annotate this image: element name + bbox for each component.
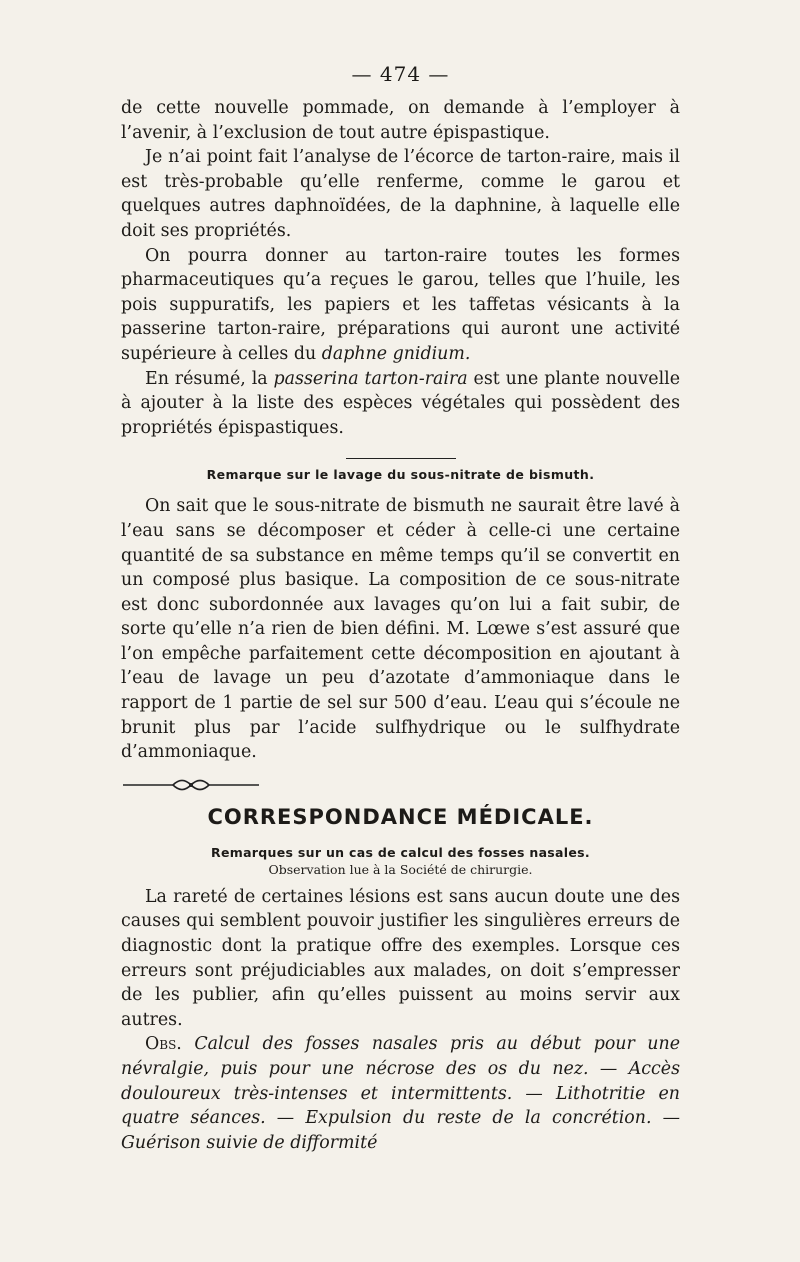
paragraph-3-italic: daphne gnidium.	[321, 343, 471, 364]
paragraph-bismuth: On sait que le sous-nitrate de bismuth ne saurait être lavé à l’eau sans se décomposer et céder à celle-ci une certaine quantité de sa substance en même temps qu’il se convertit en un composé plus basique. La composition de ce sous-nitrate est donc subordonnée aux lavages qu’on lui a fait subir, de sorte qu’elle n’a rien de bien défini. M. Lœwe s’est assuré que l’on empêche parfaitement cette décomposition en ajoutant à l’eau de lavage un peu d’azotate d’ammoniaque dans le rapport de 1 partie de sel sur 500 d’eau. L’eau qui s’écoule ne brunit plus par l’acide sulfhydrique ou le sulfhydrate d’ammoniaque.	[121, 496, 680, 763]
observation-note: Observation lue à la Société de chirurgie.	[268, 861, 533, 877]
section-divider	[346, 458, 456, 459]
paragraph-3	[121, 244, 680, 367]
page-number: — 474 —	[351, 62, 450, 86]
paragraph-4	[121, 367, 680, 441]
calcul-subheading: Remarques sur un cas de calcul des fosses nasales.	[211, 844, 590, 860]
paragraph-1: de cette nouvelle pommade, on demande à l’employer à l’avenir, à l’exclusion de tout autre épispastique.	[121, 98, 680, 143]
paragraph-4-after: est une plante nouvelle à ajouter à la liste des espèces végétales qui possèdent des propriétés épispastiques.	[121, 368, 681, 438]
paragraph-observation	[121, 1032, 680, 1155]
paragraph-4-before: En résumé, la	[145, 368, 268, 389]
paragraph-correspondance: La rareté de certaines lésions est sans aucun doute une des causes qui semblent pouvoir justifier les singulières erreurs de diagnostic dont la pratique offre des exemples. Lorsque ces erreurs sont préjudiciables aux malades, on doit s’empresser de les publier, afin qu’elles puissent au moins servir aux autres.	[121, 886, 680, 1030]
ornament-divider	[121, 779, 261, 791]
section-heading-bismuth: Remarque sur le lavage du sous-nitrate de bismuth.	[206, 467, 595, 483]
paragraph-3-text: On pourra donner au tarton-raire toutes les formes pharmaceutiques qu’a reçues le garou, telles que l’huile, les pois suppuratifs, les papiers et les taffetas vésicants à la passerine tarton-raire, préparations qui auront une activité supérieure à celles du	[121, 245, 680, 364]
obs-label: Obs.	[145, 1034, 182, 1055]
paragraph-4-italic: passerina tarton-raira	[273, 368, 468, 389]
correspondance-heading: CORRESPONDANCE MÉDICALE.	[207, 804, 594, 829]
obs-text: Calcul des fosses nasales pris au début pour une névralgie, puis pour une nécrose des os du nez. — Accès douloureux très-intenses et intermittents. — Lithotritie en quatre séances. — Expulsion du reste de la concrétion. — Guérison suivie de difformité	[121, 1034, 680, 1153]
paragraph-2: Je n’ai point fait l’analyse de l’écorce de tarton-raire, mais il est très-probable qu’elle renferme, comme le garou et quelques autres daphnoïdées, de la daphnine, à laquelle elle doit ses propriétés.	[121, 147, 680, 241]
